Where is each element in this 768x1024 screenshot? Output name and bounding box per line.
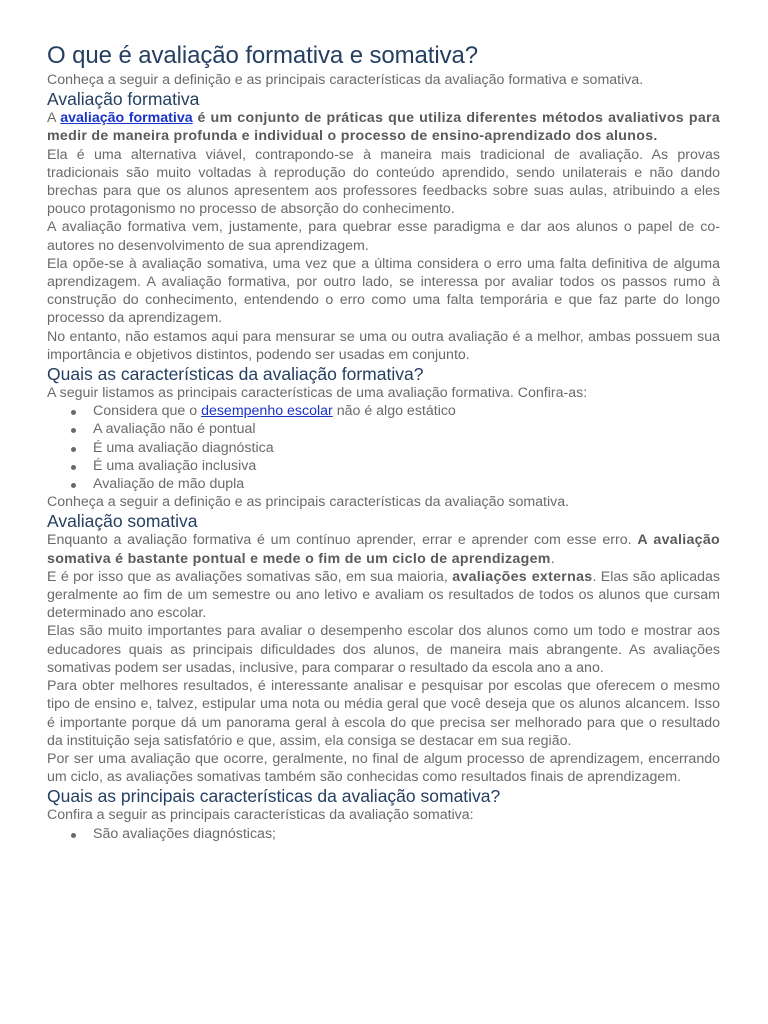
somativa-p1-bold: A avaliação somativa é bastante pontual e mede o fim de um ciclo de aprendizagem bbox=[47, 532, 720, 567]
caracteristicas-somativa-list bbox=[47, 825, 720, 843]
somativa-paragraph-4: Para obter melhores resultados, é interessante analisar e pesquisar por escolas que oferecem o mesmo tipo de ensino e, talvez, estipular uma nota ou média geral que você deseja que os alunos alcancem. Isso é importante porque dá um panorama geral à escola do que precisa ser melhorado para que o resultado da instituição seja satisfatório e que, assim, ela consiga se destacar em sua região. bbox=[47, 678, 720, 749]
article bbox=[47, 40, 720, 843]
somativa-paragraph-2 bbox=[47, 568, 720, 623]
somativa-p2-bold: avaliações externas bbox=[452, 568, 593, 585]
formativa-definition-prefix: A bbox=[47, 110, 61, 127]
heading-avaliacao-somativa: Avaliação somativa bbox=[47, 511, 198, 532]
formativa-definition bbox=[47, 109, 720, 145]
somativa-p2-prefix: E é por isso que as avaliações somativas são, em sua maioria, bbox=[47, 568, 453, 585]
link-desempenho-escolar[interactable]: desempenho escolar bbox=[201, 403, 333, 420]
somativa-p1-text: Enquanto a avaliação formativa é um contínuo aprender, errar e aprender com esse erro. bbox=[47, 532, 638, 549]
formativa-definition-bold: é um conjunto de práticas que utiliza diferentes métodos avaliativos para medir de maneira profunda e individual o processo de ensino-aprendizado dos alunos. bbox=[47, 110, 721, 145]
heading-caracteristicas-formativa: Quais as características da avaliação formativa? bbox=[47, 364, 424, 385]
list-item: A avaliação não é pontual bbox=[47, 420, 720, 438]
caracteristicas-formativa-intro: A seguir listamos as principais características de uma avaliação formativa. Confira-as: bbox=[47, 385, 588, 402]
list-item: São avaliações diagnósticas; bbox=[47, 825, 720, 843]
caracteristicas-somativa-intro: Confira a seguir as principais características da avaliação somativa: bbox=[47, 807, 474, 824]
formativa-paragraph-4: Ela opõe-se à avaliação somativa, uma vez que a última considera o erro uma falta definitiva de alguma aprendizagem. A avaliação formativa, por outro lado, se interessa por avaliar todos os passos rumo à construção do conhecimento, entendendo o erro como uma falta temporária e que faz parte do longo processo da aprendizagem. bbox=[47, 255, 720, 327]
list-item: Avaliação de mão dupla bbox=[47, 475, 720, 493]
heading-caracteristicas-somativa: Quais as principais características da avaliação somativa? bbox=[47, 786, 501, 807]
somativa-paragraph-1 bbox=[47, 531, 720, 567]
list-item-suffix: não é algo estático bbox=[332, 403, 456, 420]
list-item: É uma avaliação diagnóstica bbox=[47, 439, 720, 457]
caracteristicas-formativa-list bbox=[47, 402, 720, 493]
list-item-prefix: Considera que o bbox=[93, 403, 202, 420]
page-title: O que é avaliação formativa e somativa? bbox=[47, 42, 478, 69]
formativa-paragraph-3: A avaliação formativa vem, justamente, para quebrar esse paradigma e dar aos alunos o papel de co-autores no desenvolvimento de sua aprendizagem. bbox=[47, 219, 720, 254]
caracteristicas-formativa-outro: Conheça a seguir a definição e as principais características da avaliação somativa. bbox=[47, 494, 570, 511]
somativa-paragraph-5: Por ser uma avaliação que ocorre, geralmente, no final de algum processo de aprendizagem, encerrando um ciclo, as avaliações somativas também são conhecidas como resultados finais de aprendizagem. bbox=[47, 750, 720, 786]
somativa-p2-suffix: . Elas são aplicadas geralmente ao fim de um semestre ou ano letivo e avaliam os resultados de todos os alunos que cursam determinado ano escolar. bbox=[47, 568, 721, 622]
somativa-paragraph-3: Elas são muito importantes para avaliar o desempenho escolar dos alunos como um todo e mostrar aos educadores quais as principais dificuldades dos alunos, de maneira mais abrangente. As avaliações somativas podem ser usadas, inclusive, para comparar o resultado da escola ano a ano. bbox=[47, 623, 720, 676]
formativa-paragraph-2: Ela é uma alternativa viável, contrapondo-se à maneira mais tradicional de avaliação. As provas tradicionais são muito voltadas à reprodução do conteúdo aprendido, sendo unilaterais e não dando brechas para que os alunos apresentem aos professores feedbacks sobre suas aulas, atribuindo a eles pouco protagonismo no processo de absorção do conhecimento. bbox=[47, 146, 720, 218]
list-item bbox=[47, 402, 720, 420]
list-item: É uma avaliação inclusiva bbox=[47, 457, 720, 475]
heading-avaliacao-formativa: Avaliação formativa bbox=[47, 89, 200, 110]
formativa-paragraph-5: No entanto, não estamos aqui para mensurar se uma ou outra avaliação é a melhor, ambas possuem sua importância e objetivos distintos, podendo ser usadas em conjunto. bbox=[47, 328, 720, 363]
somativa-p1-end: . bbox=[550, 550, 555, 567]
intro-paragraph: Conheça a seguir a definição e as principais características da avaliação formativa e somativa. bbox=[47, 72, 644, 88]
link-avaliacao-formativa[interactable]: avaliação formativa bbox=[60, 110, 193, 127]
